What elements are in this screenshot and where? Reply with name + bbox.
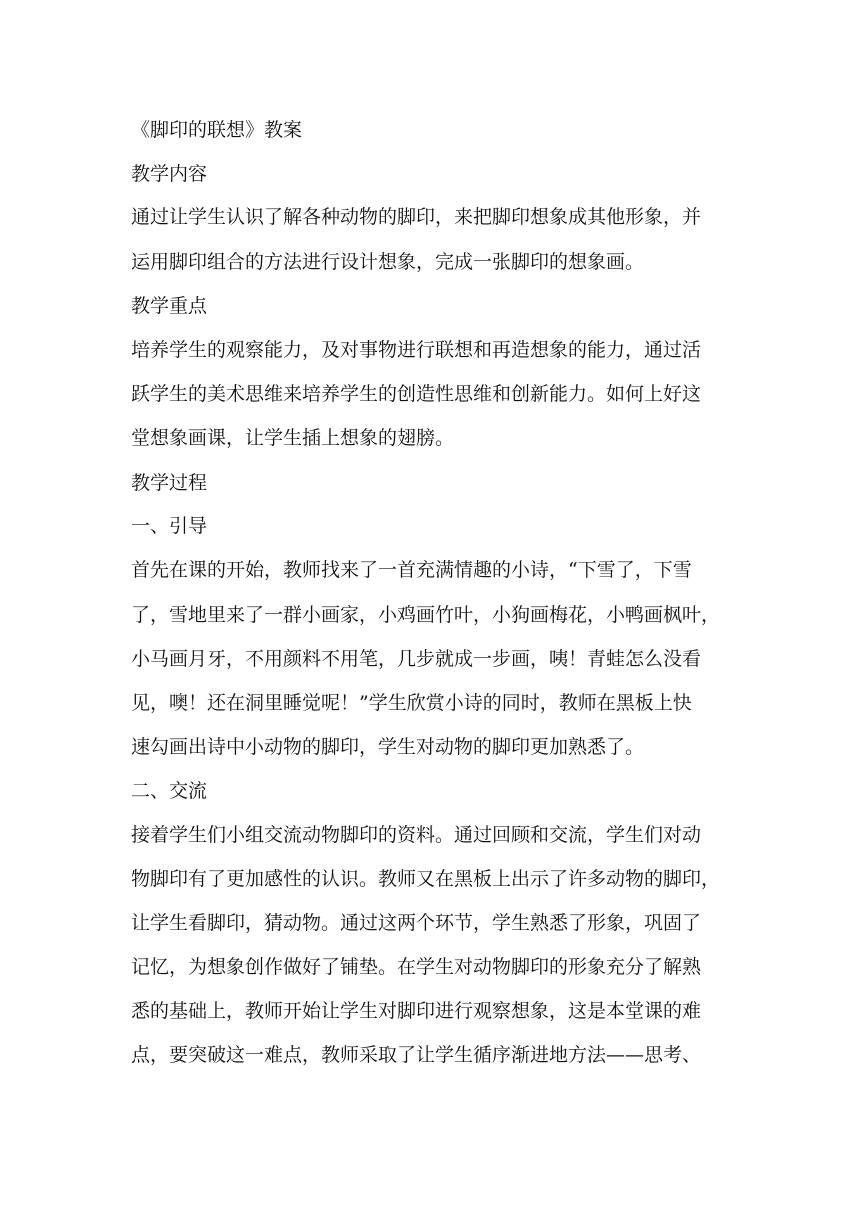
section-heading-content: 教学内容 [131, 163, 208, 185]
paragraph-line: 通过让学生认识了解各种动物的脚印，来把脚印想象成其他形象，并 [131, 206, 702, 228]
paragraph-line: 小马画月牙，不用颜料不用笔，几步就成一步画，咦！青蛙怎么没看 [131, 648, 702, 670]
paragraph-line: 跃学生的美术思维来培养学生的创造性思维和创新能力。如何上好这 [131, 383, 702, 405]
paragraph-line: 培养学生的观察能力，及对事物进行联想和再造想象的能力，通过活 [131, 339, 702, 361]
section-heading-process: 教学过程 [131, 472, 208, 494]
paragraph-line: 让学生看脚印，猜动物。通过这两个环节，学生熟悉了形象，巩固了 [131, 912, 702, 934]
section-heading-exchange: 二、交流 [131, 780, 208, 802]
paragraph-line: 首先在课的开始，教师找来了一首充满情趣的小诗，“下雪了，下雪 [131, 559, 692, 581]
paragraph-line: 运用脚印组合的方法进行设计想象，完成一张脚印的想象画。 [131, 251, 645, 273]
document-title: 《脚印的联想》教案 [131, 119, 303, 141]
paragraph-line: 点，要突破这一难点，教师采取了让学生循序渐进地方法——思考、 [131, 1044, 702, 1066]
paragraph-line: 接着学生们小组交流动物脚印的资料。通过回顾和交流，学生们对动 [131, 824, 702, 846]
paragraph-line: 记忆，为想象创作做好了铺垫。在学生对动物脚印的形象充分了解熟 [131, 956, 702, 978]
paragraph-line: 堂想象画课，让学生插上想象的翅膀。 [131, 427, 455, 449]
paragraph-line: 了，雪地里来了一群小画家，小鸡画竹叶，小狗画梅花，小鸭画枫叶， [131, 604, 721, 626]
paragraph-line: 速勾画出诗中小动物的脚印，学生对动物的脚印更加熟悉了。 [131, 736, 645, 758]
section-heading-focus: 教学重点 [131, 295, 208, 317]
paragraph-line: 物脚印有了更加感性的认识。教师又在黑板上出示了许多动物的脚印， [131, 868, 721, 890]
section-heading-guide: 一、引导 [131, 515, 208, 537]
paragraph-line: 悉的基础上，教师开始让学生对脚印进行观察想象，这是本堂课的难 [131, 1000, 702, 1022]
paragraph-line: 见，噢！还在洞里睡觉呢！”学生欣赏小诗的同时，教师在黑板上快 [131, 692, 692, 714]
